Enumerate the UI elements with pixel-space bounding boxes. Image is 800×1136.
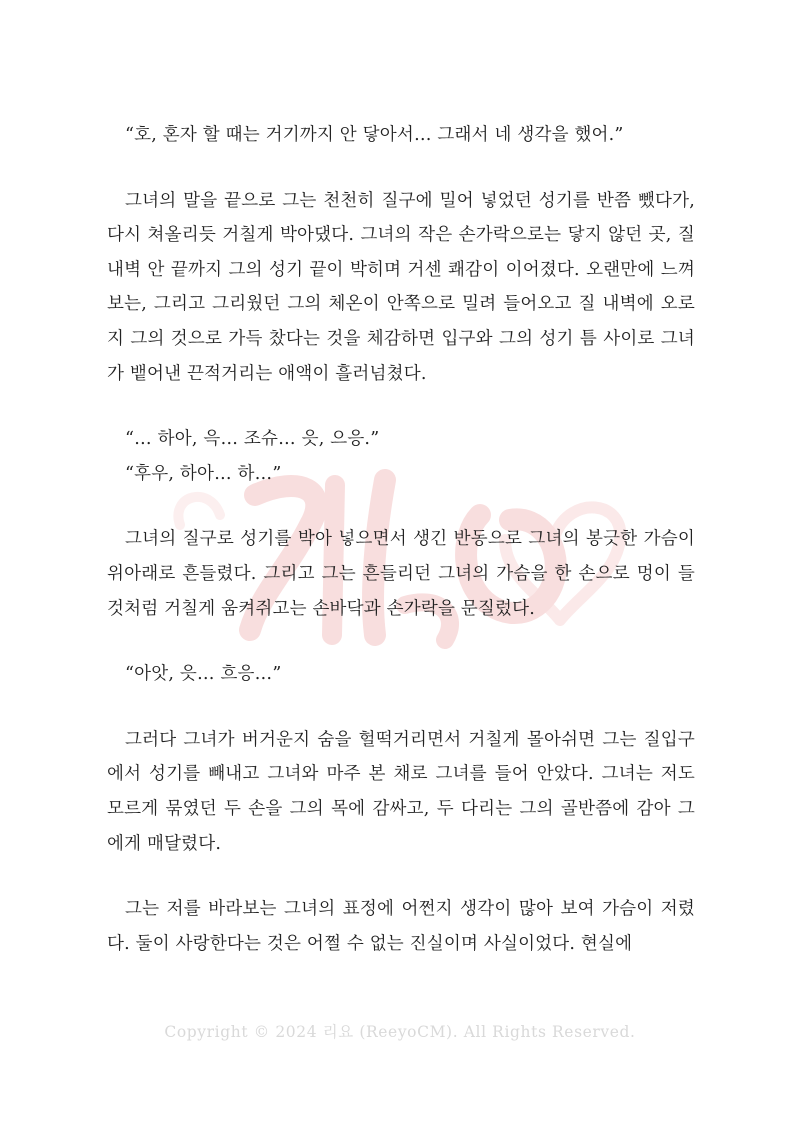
paragraph (107, 657, 695, 692)
dialogue-line: “호, 혼자 할 때는 거기까지 안 닿아서… 그래서 네 생각을 했어.” (125, 125, 624, 145)
paragraph (107, 184, 695, 392)
dialogue-line: “후우, 하아… 하…” (125, 463, 282, 484)
document-body (107, 118, 695, 992)
dialogue-line: “… 하아, 윽… 조슈… 읏, 으응.” (125, 429, 380, 450)
paragraph (107, 118, 695, 153)
paragraph (107, 892, 695, 961)
paragraph (107, 522, 695, 626)
copyright-footer: Copyright © 2024 리요 (ReeyoCM). All Rights Reserved. (164, 1023, 636, 1041)
narrative-text: 그러다 그녀가 버거운지 숨을 헐떡거리면서 거칠게 몰아쉬면 그는 질입구에서 성기를 빼내고 그녀와 마주 본 채로 그녀를 들어 안았다. 그녀는 저도 모르게 묶였던 두 손을 그의 목에 감싸고, 두 다리는 그의 골반쯤에 감아 그에게 매달렸다. (107, 729, 695, 854)
narrative-text: 그는 저를 바라보는 그녀의 표정에 어쩐지 생각이 많아 보여 가슴이 저렸다. 둘이 사랑한다는 것은 어쩔 수 없는 진실이며 사실이었다. 현실에 (107, 899, 695, 954)
paragraph (107, 422, 695, 491)
dialogue-line: “아앗, 읏… 흐응…” (125, 664, 282, 685)
paragraph (107, 723, 695, 861)
narrative-text: 그녀의 말을 끝으로 그는 천천히 질구에 밀어 넣었던 성기를 반쯤 뺐다가, 다시 쳐올리듯 거칠게 박아댔다. 그녀의 작은 손가락으로는 닿지 않던 곳, 질 내벽 안 끝까지 그의 성기 끝이 박히며 거센 쾌감이 이어졌다. 오랜만에 느껴보는, 그리고 그리웠던 그의 체온이 안쪽으로 밀려 들어오고 질 내벽에 오로지 그의 것으로 가득 찼다는 것을 체감하면 입구와 그의 성기 틈 사이로 그녀가 뱉어낸 끈적거리는 애액이 흘러넘쳤다. (107, 190, 695, 384)
narrative-text: 그녀의 질구로 성기를 박아 넣으면서 생긴 반동으로 그녀의 봉긋한 가슴이 위아래로 흔들렸다. 그리고 그는 흔들리던 그녀의 가슴을 한 손으로 멍이 들 것처럼 거칠게 움켜쥐고는 손바닥과 손가락을 문질렀다. (107, 529, 695, 619)
